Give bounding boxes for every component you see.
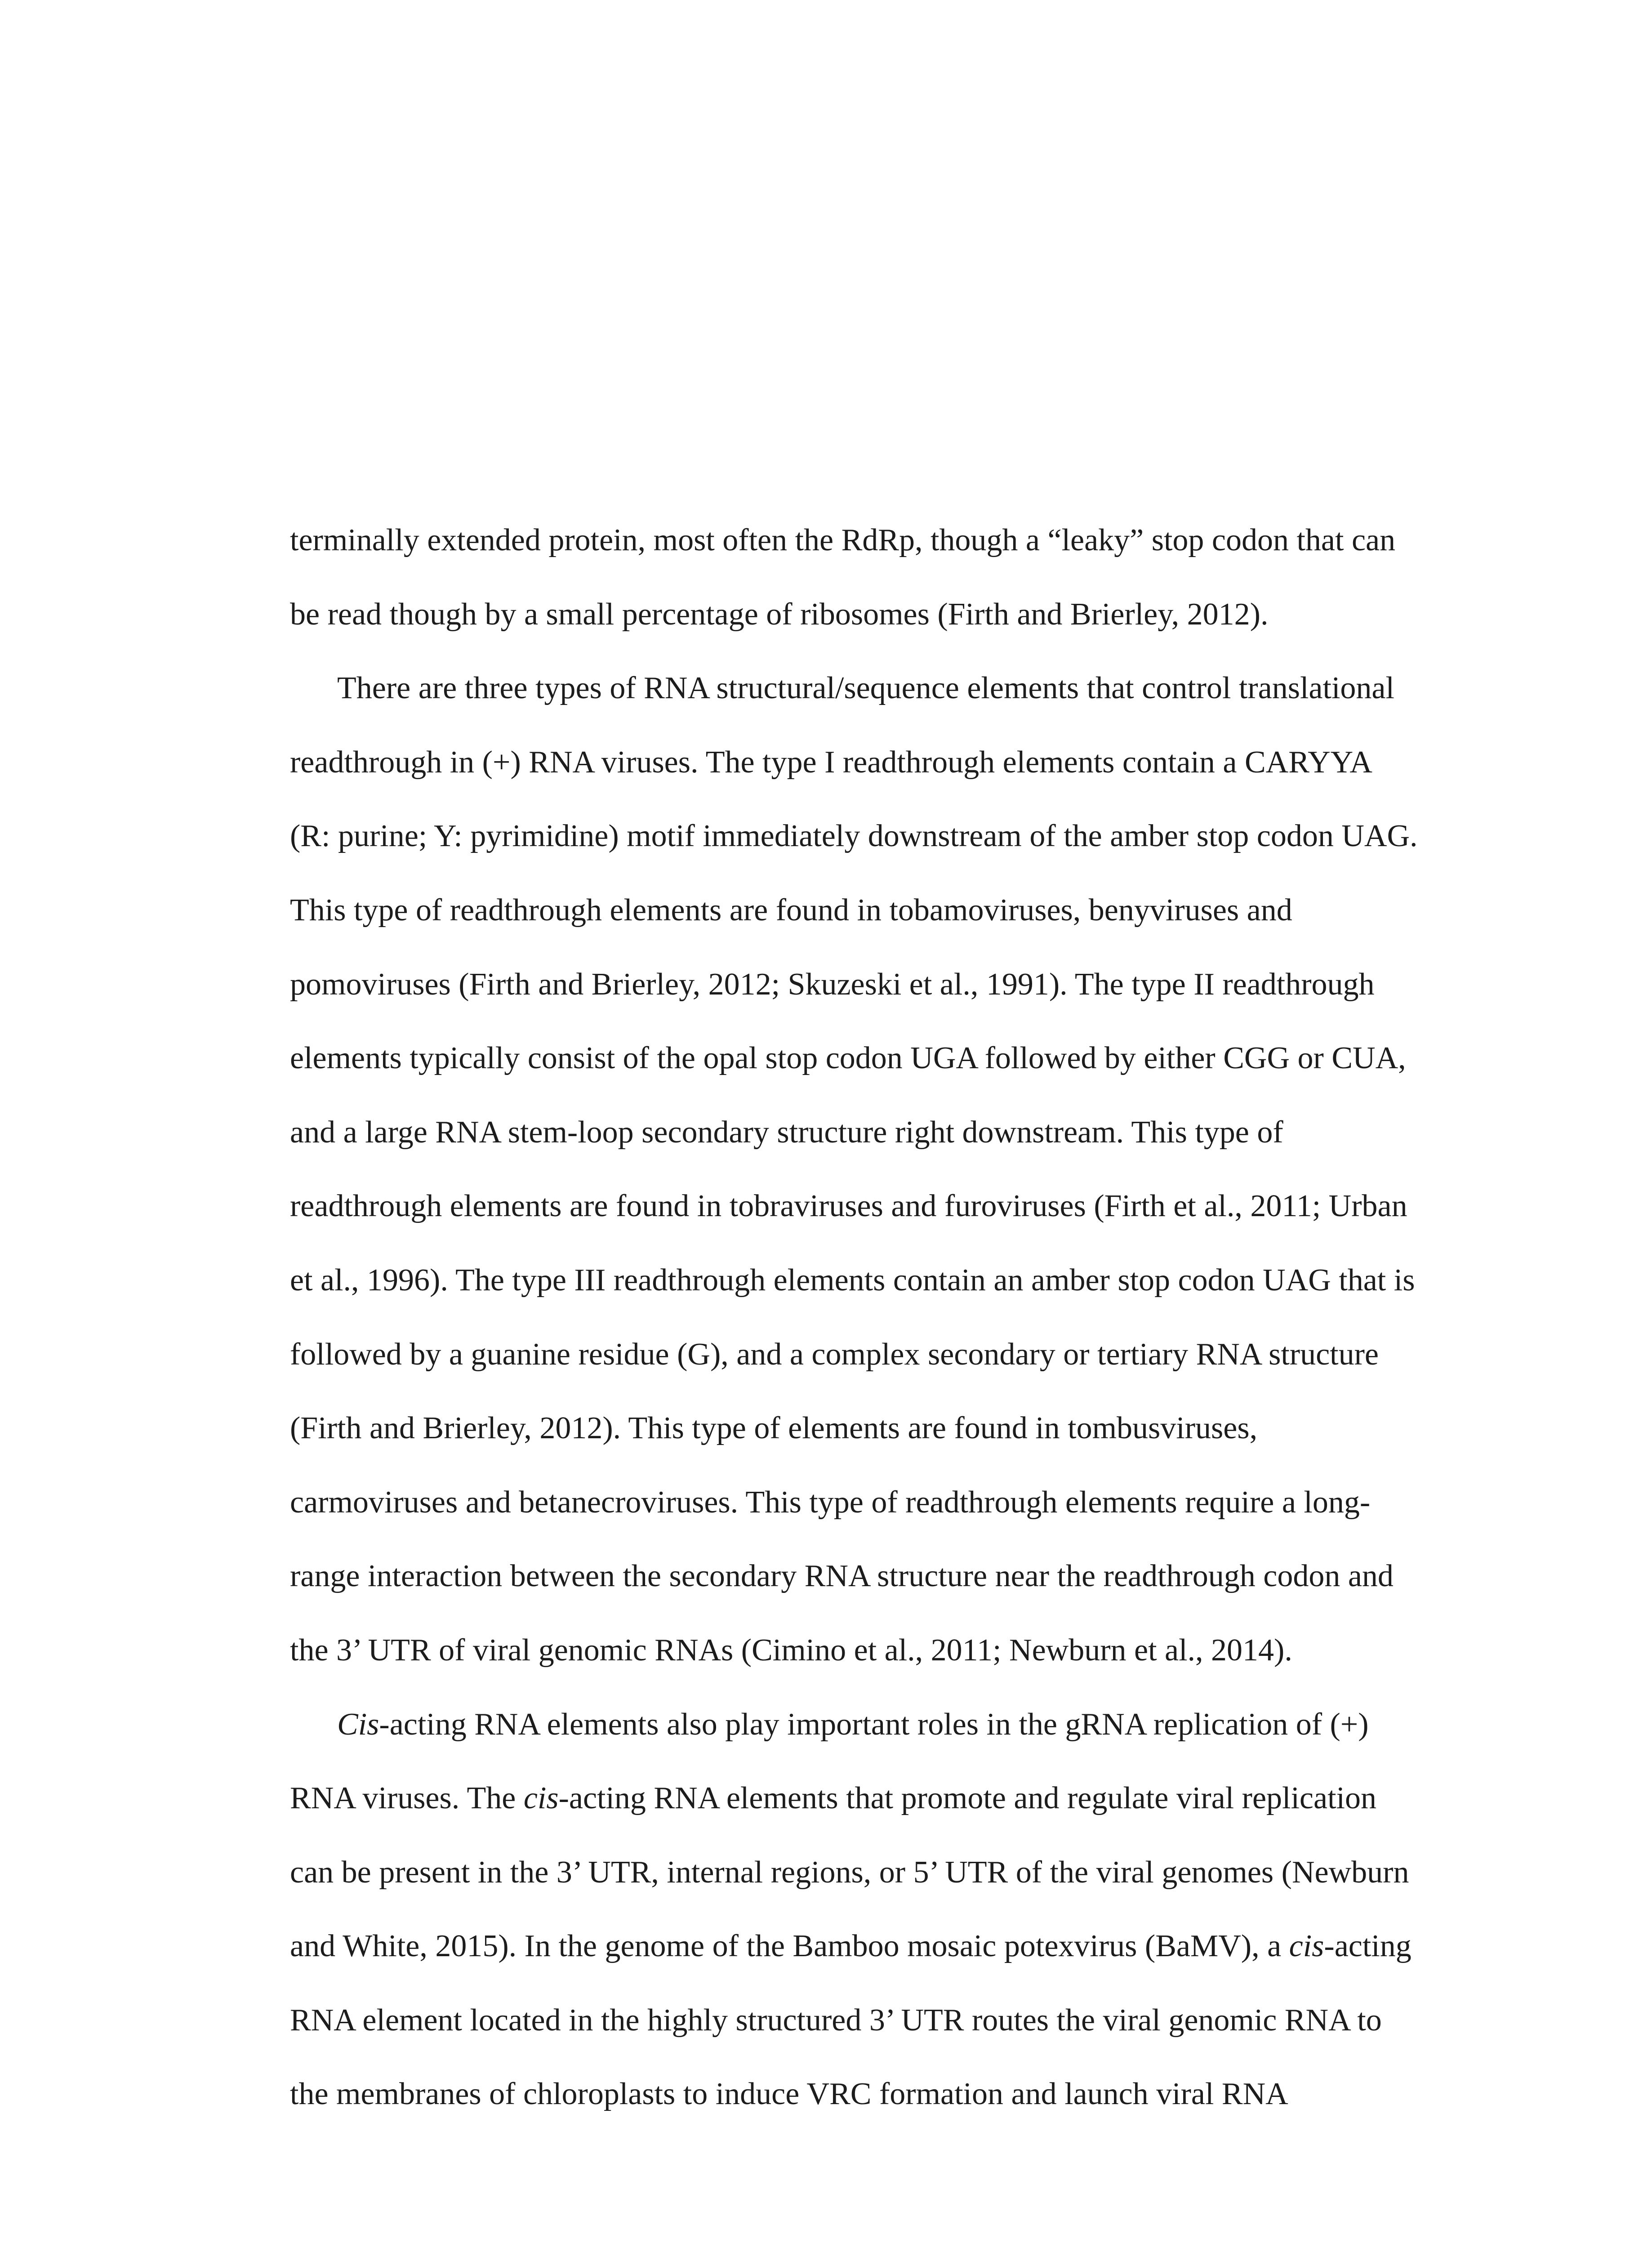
- text-line: [290, 1909, 1441, 1984]
- text-line: [290, 1836, 1441, 1910]
- text-segment: terminally extended protein, most often the RdRp, though a “leaky” stop codon that can: [290, 523, 1396, 558]
- text-line: [290, 504, 1441, 578]
- italic-text-segment: cis: [523, 1781, 559, 1816]
- text-segment: readthrough in (+) RNA viruses. The type I readthrough elements contain a CARYYA: [290, 745, 1372, 780]
- text-line: [290, 1244, 1441, 1318]
- text-line: [290, 1688, 1441, 1762]
- text-line: [290, 1762, 1441, 1836]
- text-segment: the membranes of chloroplasts to induce VRC formation and launch viral RNA: [290, 2077, 1288, 2112]
- text-segment: readthrough elements are found in tobraviruses and furoviruses (Firth et al., 2011; Urban: [290, 1189, 1407, 1224]
- text-line: [290, 578, 1441, 652]
- text-line: [290, 1169, 1441, 1244]
- text-segment: -acting RNA elements that promote and regulate viral replication: [558, 1781, 1376, 1816]
- text-segment: elements typically consist of the opal stop codon UGA followed by either CGG or CUA,: [290, 1041, 1406, 1076]
- text-segment: followed by a guanine residue (G), and a complex secondary or tertiary RNA structure: [290, 1337, 1379, 1372]
- text-line: [290, 651, 1441, 726]
- text-line: [290, 1021, 1441, 1096]
- text-segment: (Firth and Brierley, 2012). This type of elements are found in tombusviruses,: [290, 1411, 1258, 1446]
- text-segment: RNA element located in the highly structured 3’ UTR routes the viral genomic RNA to: [290, 2003, 1382, 2038]
- text-line: [290, 799, 1441, 874]
- text-segment: et al., 1996). The type III readthrough elements contain an amber stop codon UAG that is: [290, 1262, 1415, 1298]
- text-line: [290, 1614, 1441, 1688]
- text-segment: carmoviruses and betanecroviruses. This type of readthrough elements require a long-: [290, 1485, 1371, 1520]
- text-segment: -acting RNA elements also play important roles in the gRNA replication of (+): [379, 1707, 1369, 1742]
- text-segment: pomoviruses (Firth and Brierley, 2012; Skuzeski et al., 1991). The type II readthrough: [290, 967, 1375, 1002]
- text-line: [290, 1096, 1441, 1170]
- text-line: [290, 874, 1441, 948]
- text-segment: (R: purine; Y: pyrimidine) motif immediately downstream of the amber stop codon UAG.: [290, 819, 1418, 854]
- text-line: [290, 1539, 1441, 1614]
- text-line: [290, 1466, 1441, 1540]
- text-segment: RNA viruses. The: [290, 1781, 524, 1816]
- text-segment: and a large RNA stem-loop secondary structure right downstream. This type of: [290, 1115, 1283, 1150]
- text-segment: range interaction between the secondary RNA structure near the readthrough codon and: [290, 1559, 1394, 1594]
- text-line: [290, 948, 1441, 1022]
- text-segment: There are three types of RNA structural/sequence elements that control translational: [337, 671, 1394, 706]
- body-text: [290, 504, 1441, 2132]
- text-line: [290, 1318, 1441, 1392]
- text-segment: be read though by a small percentage of ribosomes (Firth and Brierley, 2012).: [290, 597, 1269, 632]
- text-segment: can be present in the 3’ UTR, internal regions, or 5’ UTR of the viral genomes (Newburn: [290, 1855, 1409, 1890]
- text-segment: the 3’ UTR of viral genomic RNAs (Cimino et al., 2011; Newburn et al., 2014).: [290, 1632, 1292, 1668]
- text-segment: -acting: [1324, 1929, 1412, 1964]
- text-line: [290, 1984, 1441, 2058]
- italic-text-segment: Cis: [337, 1707, 379, 1742]
- text-line: [290, 726, 1441, 800]
- italic-text-segment: cis: [1289, 1929, 1324, 1964]
- text-segment: and White, 2015). In the genome of the Bamboo mosaic potexvirus (BaMV), a: [290, 1929, 1289, 1964]
- text-segment: This type of readthrough elements are found in tobamoviruses, benyviruses and: [290, 892, 1292, 928]
- text-line: [290, 2057, 1441, 2132]
- text-line: [290, 1392, 1441, 1466]
